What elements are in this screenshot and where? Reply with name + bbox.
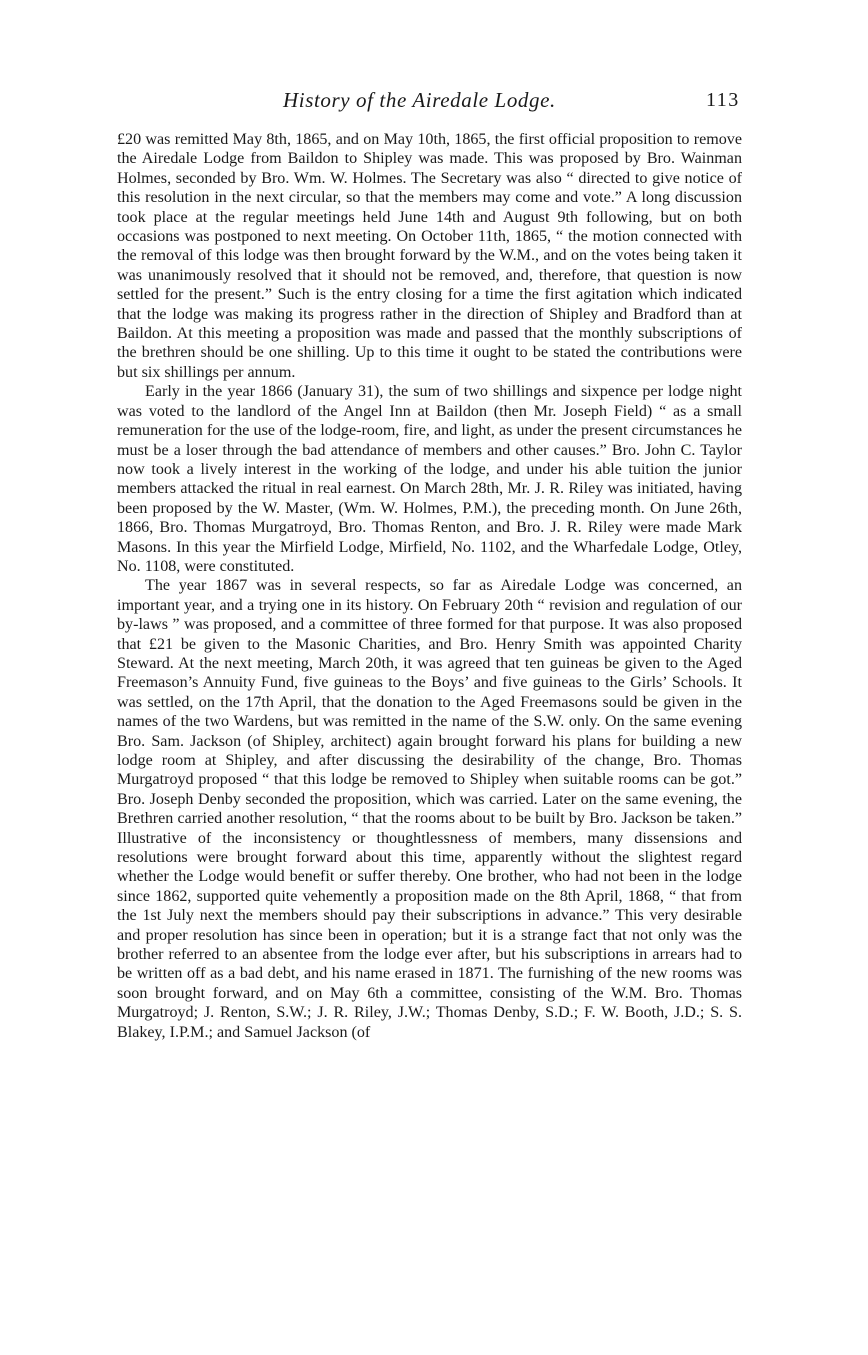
running-title: History of the Airedale Lodge. — [283, 88, 556, 112]
paragraph-3: The year 1867 was in several respects, so far as Airedale Lodge was concerned, an important year, and a trying one in its history. On February 20th “ revision and regulation of our by-laws ” was proposed, and a committee of three formed for that purpose. It was also proposed that £21 be given to the Masonic Charities, and Bro. Henry Smith was appointed Charity Steward. At the next meeting, March 20th, it was agreed that ten guineas be given to the Aged Freemason’s Annuity Fund, five guineas to the Boys’ and five guineas to the Girls’ Schools. It was settled, on the 17th April, that the donation to the Aged Freemasons sould be given in the names of the two Wardens, but was remitted in the name of the S.W. only. On the same evening Bro. Sam. Jackson (of Shipley, architect) again brought forward his plans for building a new lodge room at Shipley, and after discussing the desirability of the change, Bro. Thomas Murgatroyd proposed “ that this lodge be removed to Shipley when suitable rooms can be got.” Bro. Joseph Denby seconded the proposition, which was carried. Later on the same evening, the Brethren carried another resolution, “ that the rooms about to be built by Bro. Jackson be taken.” Illustrative of the inconsistency or thoughtlessness of members, many dissensions and resolutions were brought forward about this time, apparently without the slightest regard whether the Lodge would benefit or suffer thereby. One brother, who had not been in the lodge since 1862, supported quite vehemently a proposition made on the 8th April, 1868, “ that from the 1st July next the members should pay their subscriptions in advance.” This very desirable and proper resolution has since been in operation; but it is a strange fact that not only was the brother referred to an absentee from the lodge ever after, but his subscriptions in arrears had to be written off as a bad debt, and his name erased in 1871. The furnishing of the new rooms was soon brought forward, and on May 6th a committee, consisting of the W.M. Bro. Thomas Murgatroyd; J. Renton, S.W.; J. R. Riley, J.W.; Thomas Denby, S.D.; F. W. Booth, J.D.; S. S. Blakey, I.P.M.; and Samuel Jackson (of — [117, 577, 742, 1041]
page-number: 113 — [706, 89, 740, 111]
page-header — [0, 88, 868, 118]
paragraph-1: £20 was remitted May 8th, 1865, and on May 10th, 1865, the first official proposition to remove the Airedale Lodge from Baildon to Shipley was made. This was proposed by Bro. Wainman Holmes, seconded by Bro. Wm. W. Holmes. The Secretary was also “ directed to give notice of this resolution in the next circular, so that the members may come and vote.” A long discussion took place at the regular meetings held June 14th and August 9th following, but on both occasions was postponed to next meeting. On October 11th, 1865, “ the motion connected with the removal of this lodge was then brought forward by the W.M., and on the votes being taken it was unanimously resolved that it should not be removed, and, therefore, that question is now settled for the present.” Such is the entry closing for a time the first agitation which indicated that the lodge was making its progress rather in the direction of Shipley and Bradford than at Baildon. At this meeting a proposition was made and passed that the monthly subscriptions of the brethren should be one shilling. Up to this time it ought to be stated the contributions were but six shillings per annum. — [117, 131, 742, 381]
body-text — [117, 130, 742, 1042]
paragraph-2: Early in the year 1866 (January 31), the sum of two shillings and sixpence per lodge night was voted to the landlord of the Angel Inn at Baildon (then Mr. Joseph Field) “ as a small remuneration for the use of the lodge-room, fire, and light, as under the present circumstances he must be a loser through the bad attendance of members and other causes.” Bro. John C. Taylor now took a lively interest in the working of the lodge, and under his able tuition the junior members attacked the ritual in real earnest. On March 28th, Mr. J. R. Riley was initiated, having been proposed by the W. Master, (Wm. W. Holmes, P.M.), the preceding month. On June 26th, 1866, Bro. Thomas Murgatroyd, Bro. Thomas Renton, and Bro. J. R. Riley were made Mark Masons. In this year the Mirfield Lodge, Mirfield, No. 1102, and the Wharfedale Lodge, Otley, No. 1108, were constituted. — [117, 383, 742, 575]
